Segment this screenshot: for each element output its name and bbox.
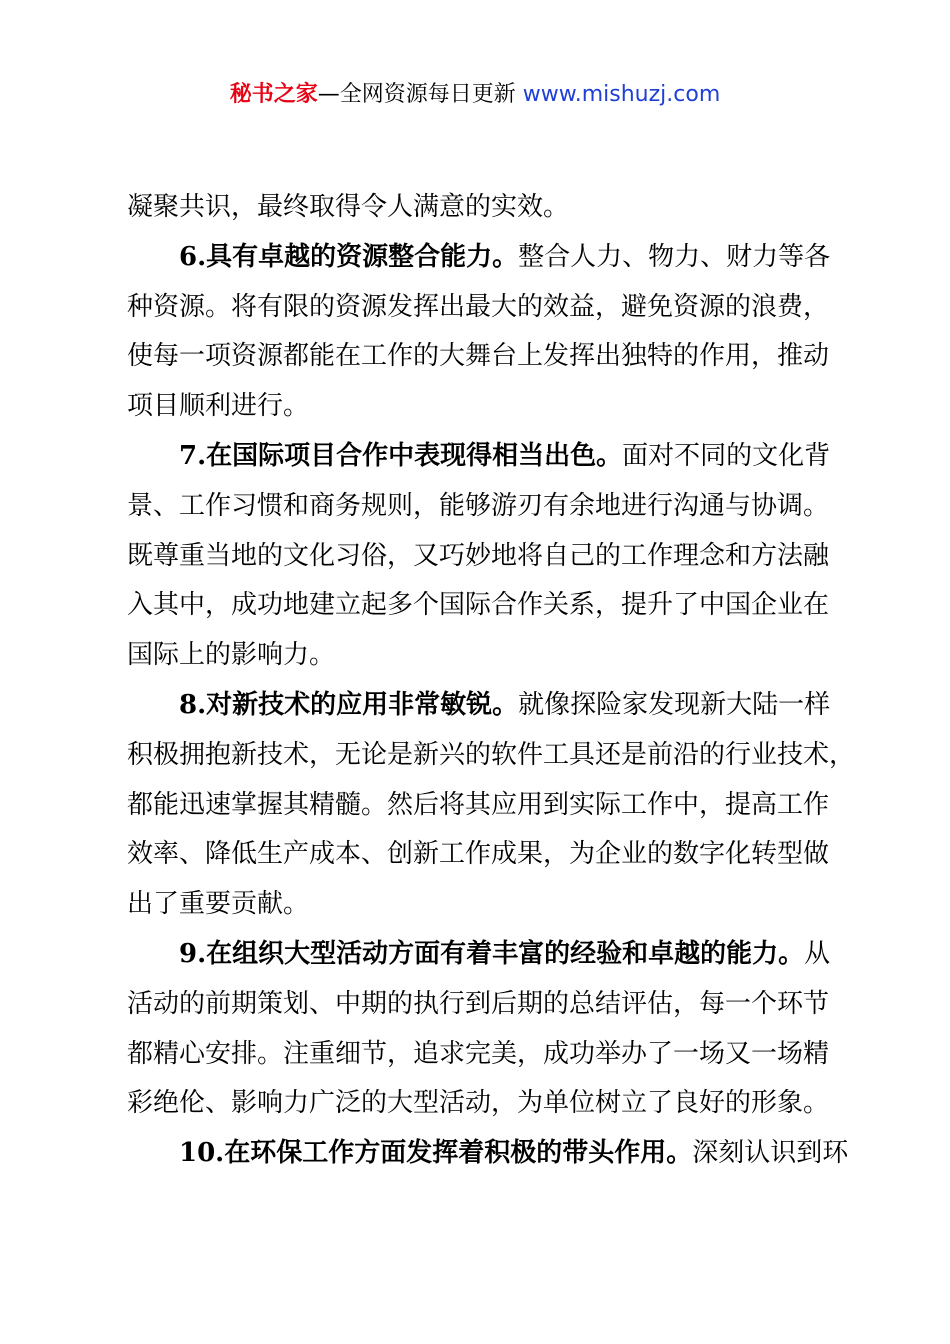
body-text: 就像探险家发现新大陆一样 xyxy=(518,689,831,720)
text-line xyxy=(127,781,837,831)
body-text: 出了重要贡献。 xyxy=(127,889,310,920)
document-body xyxy=(127,183,856,1179)
item-number: 9. xyxy=(179,938,207,969)
item-number: 10. xyxy=(179,1138,225,1169)
item-heading: 在环保工作方面发挥着积极的带头作用。 xyxy=(224,1138,693,1169)
item-number: 8. xyxy=(179,689,207,720)
body-text: 入其中，成功地建立起多个国际合作关系，提升了中国企业在 xyxy=(127,590,830,621)
text-line xyxy=(127,283,837,333)
body-text: 面对不同的文化背 xyxy=(622,440,831,471)
text-line xyxy=(127,631,837,681)
item-heading: 在国际项目合作中表现得相当出色。 xyxy=(206,440,623,471)
body-text: 从 xyxy=(804,938,831,969)
text-line xyxy=(127,482,837,532)
item-heading: 在组织大型活动方面有着丰富的经验和卓越的能力。 xyxy=(206,938,805,969)
body-text: 整合人力、物力、财力等各 xyxy=(518,241,831,272)
body-text: 都能迅速掌握其精髓。然后将其应用到实际工作中，提高工作 xyxy=(127,789,830,820)
body-text: 国际上的影响力。 xyxy=(127,640,336,671)
text-line xyxy=(127,731,856,781)
page-header xyxy=(0,78,950,112)
body-text: 深刻认识到环 xyxy=(692,1138,849,1169)
text-line xyxy=(127,1030,837,1080)
body-text: 项目顺利进行。 xyxy=(127,391,310,422)
body-text: 种资源。将有限的资源发挥出最大的效益，避免资源的浪费， xyxy=(127,291,830,322)
body-text: 既尊重当地的文化习俗，又巧妙地将自己的工作理念和方法融 xyxy=(127,540,830,571)
body-text: 使每一项资源都能在工作的大舞台上发挥出独特的作用，推动 xyxy=(127,341,830,372)
text-line xyxy=(127,581,837,631)
brand-name: 秘书之家 xyxy=(229,82,318,107)
text-line xyxy=(127,233,837,283)
body-text: 都精心安排。注重细节，追求完美，成功举办了一场又一场精 xyxy=(127,1038,830,1069)
body-text: 活动的前期策划、中期的执行到后期的总结评估，每一个环节 xyxy=(127,988,830,1019)
text-line xyxy=(127,1129,849,1179)
body-text: 效率、降低生产成本、创新工作成果，为企业的数字化转型做 xyxy=(127,839,830,870)
body-text: 彩绝伦、影响力广泛的大型活动，为单位树立了良好的形象。 xyxy=(127,1088,830,1119)
text-line xyxy=(127,830,837,880)
text-line xyxy=(127,1079,837,1129)
text-line xyxy=(127,532,837,582)
text-line xyxy=(127,980,837,1030)
text-line xyxy=(127,880,837,930)
text-line xyxy=(127,382,837,432)
text-line xyxy=(127,432,837,482)
item-heading: 对新技术的应用非常敏锐。 xyxy=(206,689,519,720)
header-slogan: —全网资源每日更新 xyxy=(317,82,516,107)
text-line xyxy=(127,332,837,382)
item-number: 6. xyxy=(179,241,207,272)
body-text: 景、工作习惯和商务规则，能够游刃有余地进行沟通与协调。 xyxy=(127,490,830,521)
text-line xyxy=(127,930,837,980)
text-line xyxy=(127,183,837,233)
body-text: 积极拥抱新技术，无论是新兴的软件工具还是前沿的行业技术， xyxy=(127,739,856,770)
site-url[interactable]: www.mishuzj.com xyxy=(522,82,721,107)
text-line xyxy=(127,681,837,731)
body-text: 凝聚共识，最终取得令人满意的实效。 xyxy=(127,192,570,222)
item-heading: 具有卓越的资源整合能力。 xyxy=(206,241,519,272)
item-number: 7. xyxy=(179,440,207,471)
